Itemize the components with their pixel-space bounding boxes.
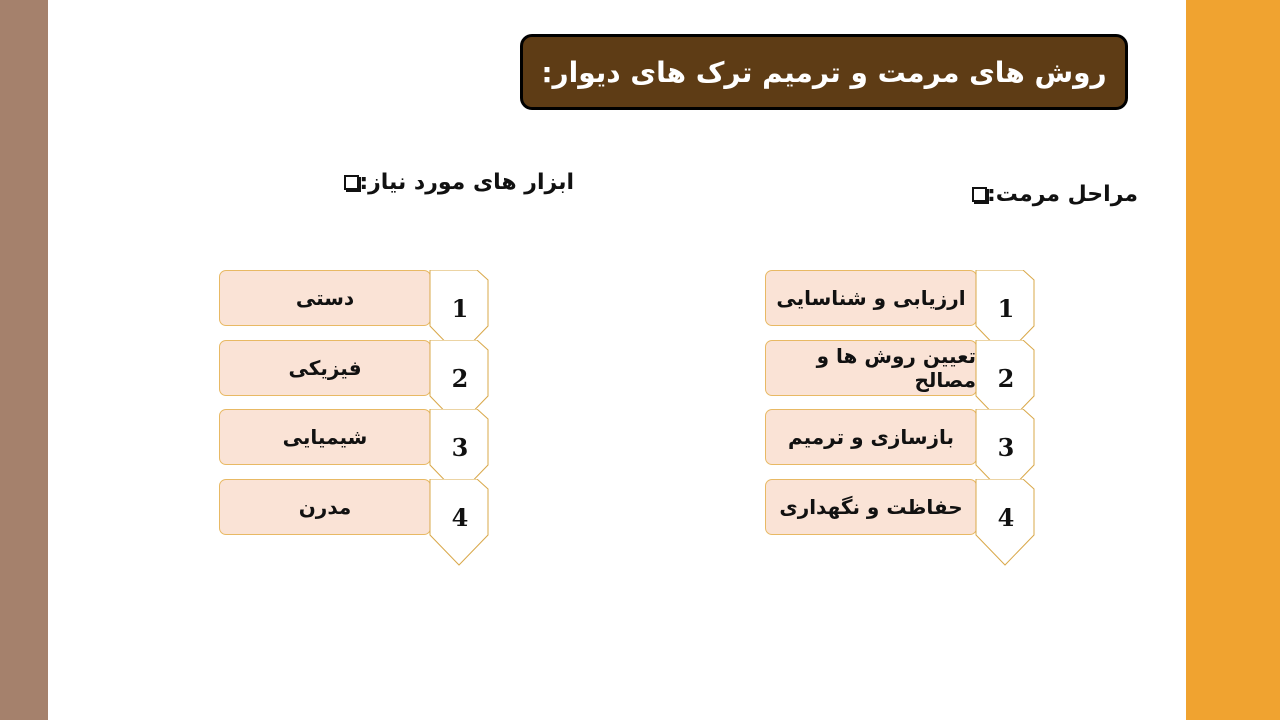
list-item-label: ارزیابی و شناسایی xyxy=(765,270,977,326)
list-item-number: 4 xyxy=(451,503,469,532)
list-item-label: بازسازی و ترمیم xyxy=(765,409,977,465)
list-item-label: فیزیکی xyxy=(219,340,431,396)
slide-title: روش های مرمت و ترمیم ترک های دیوار: xyxy=(541,55,1107,89)
title-banner xyxy=(520,34,1128,110)
list-item-label: شیمیایی xyxy=(219,409,431,465)
list-item-label: دستی xyxy=(219,270,431,326)
right-accent-bar xyxy=(1186,0,1280,720)
list-item-number: 2 xyxy=(451,364,469,393)
checkbox-bullet-icon xyxy=(972,187,987,202)
list-item xyxy=(765,479,1037,537)
list-item-number: 4 xyxy=(997,503,1015,532)
list-item xyxy=(765,340,1037,398)
list-item-number: 1 xyxy=(997,294,1015,323)
list-item xyxy=(219,479,491,537)
list-item-number: 3 xyxy=(451,433,469,462)
list-item xyxy=(219,270,491,328)
section-heading-tools xyxy=(334,170,574,195)
list-item xyxy=(765,409,1037,467)
left-accent-bar xyxy=(0,0,48,720)
list-item-number: 1 xyxy=(451,294,469,323)
list-item-number: 3 xyxy=(997,433,1015,462)
list-item-label: حفاظت و نگهداری xyxy=(765,479,977,535)
list-item xyxy=(219,409,491,467)
section-heading-text: مراحل مرمت: xyxy=(986,182,1138,207)
list-item-number: 2 xyxy=(997,364,1015,393)
checkbox-bullet-icon xyxy=(344,175,359,190)
section-heading-repair-steps xyxy=(962,182,1138,207)
section-heading-text: ابزار های مورد نیاز: xyxy=(359,170,574,195)
list-item xyxy=(219,340,491,398)
list-item xyxy=(765,270,1037,328)
list-item-label: تعیین روش ها و مصالح xyxy=(765,340,977,396)
list-item-label: مدرن xyxy=(219,479,431,535)
